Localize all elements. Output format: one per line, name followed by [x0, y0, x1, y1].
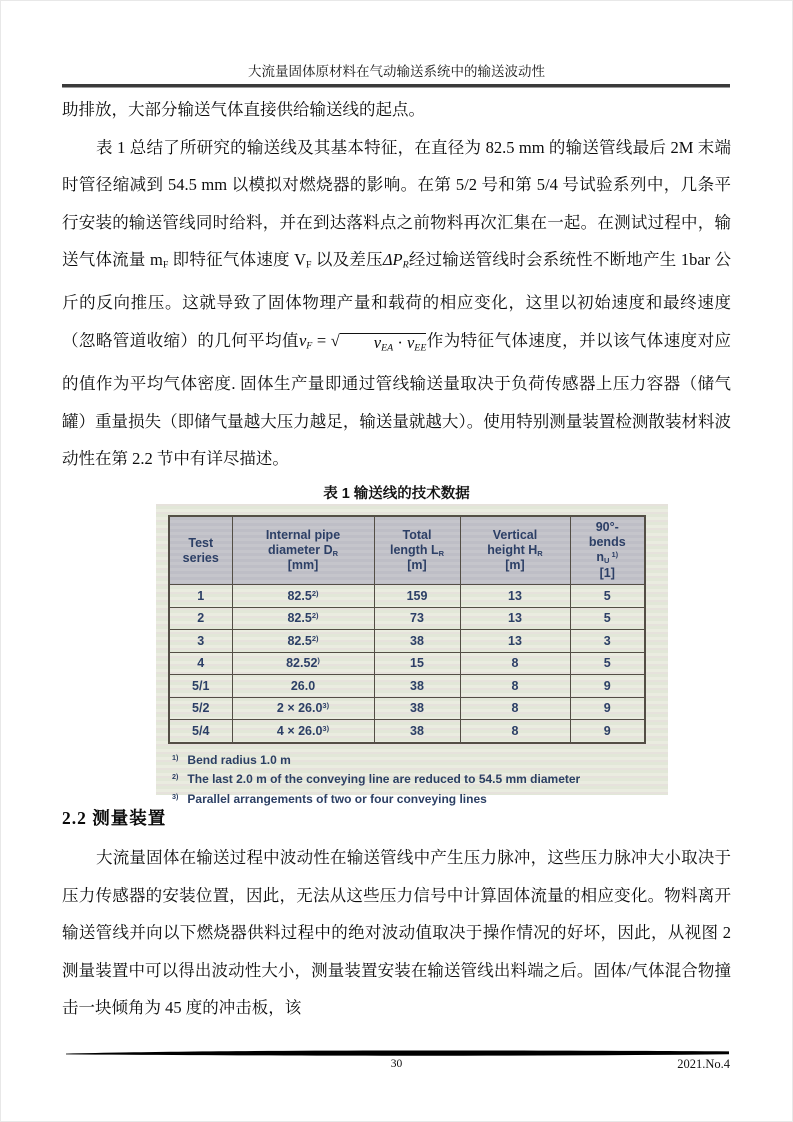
- table-cell: 4: [169, 652, 232, 675]
- table-cell: 8: [460, 675, 570, 698]
- table-row: [169, 697, 645, 720]
- table-cell: 82.52): [232, 652, 374, 675]
- table-footnote: $^{2)}$ The last 2.0 m of the conveying line are reduced to 54.5 mm diameter: [172, 772, 581, 787]
- table-row: [169, 720, 645, 743]
- section-heading: 2.2 测量装置: [62, 808, 167, 828]
- running-head-title: 大流量固体原材料在气动输送系统中的输送波动性: [248, 64, 545, 79]
- table-cell: 38: [374, 675, 460, 698]
- table-row: [169, 675, 645, 698]
- table-cell: 82.5$^{2)}$: [232, 607, 374, 630]
- table-cell: 3: [169, 630, 232, 653]
- table-cell: 159: [374, 585, 460, 608]
- table-cell: 5/1: [169, 675, 232, 698]
- table-cell: 9: [570, 697, 645, 720]
- paragraph: 大流量固体在输送过程中波动性在输送管线中产生压力脉冲，这些压力脉冲大小取决于压力传感器的安装位置，因此，无法从这些压力信号中计算固体流量的相应变化。物料离开输送管线并向以下燃烧器供料过程中的绝对波动值取决于操作情况的好坏，因此，从视图 2 测量装置中可以得出波动性大小，测量装置安装在输送管线出料端之后。固体/气体混合物撞击一块倾角为 45 度的冲击板，该: [62, 848, 731, 1018]
- table-cell: 13: [460, 607, 570, 630]
- table-header-cell: Internal pipe diameter DR [mm]: [232, 516, 374, 585]
- table-header-cell: 90°- bends nU $^{1)}$ [1]: [570, 516, 645, 585]
- table-cell: 8: [460, 720, 570, 743]
- table-cell: 8: [460, 652, 570, 675]
- table-cell: 26.0: [232, 675, 374, 698]
- table-cell: 82.5$^{2)}$: [232, 585, 374, 608]
- table-cell: 38: [374, 697, 460, 720]
- table-cell: 5: [570, 585, 645, 608]
- table-cell: 9: [570, 675, 645, 698]
- table-cell: 8: [460, 697, 570, 720]
- table-header-cell: Test series: [169, 516, 232, 585]
- table-row: [169, 630, 645, 653]
- table-cell: 73: [374, 607, 460, 630]
- paragraph: 表 1 总结了所研究的输送线及其基本特征，在直径为 82.5 mm 的输送管线最后 2M 末端时管径缩减到 54.5 mm 以模拟对燃烧器的影响。在第 5/2 号和第 5/4 号试验系列中，几条平行安装的输送管线同时给料，并在到达落料点之前物料再次汇集在一起。在测试过程中，输送气体流量 mF 即特征气体速度 VF 以及差压ΔPR经过输送管线时会系统性不断地产生 1bar 公斤的反向推压。这就导致了固体物理产量和载荷的相应变化，这里以初始速度和最终速度（忽略管道收缩）的几何平均值vF = √ vEA · vEE作为特征气体速度，并以该气体速度对应的值作为平均气体密度. 固体生产量即通过管线输送量取决于负荷传感器上压力容器（储气罐）重量损失（即储气量越大压力越足，输送量就越大）。使用特别测量装置检测散装材料波动性在第 2.2 节中有详尽描述。: [62, 137, 732, 469]
- table-footnote: $^{1)}$ Bend radius 1.0 m: [172, 752, 291, 767]
- page-number: 30: [390, 1058, 403, 1070]
- table-cell: 15: [374, 652, 460, 675]
- table-cell: 38: [374, 720, 460, 743]
- paragraph: 助排放，大部分输送气体直接供给输送线的起点。: [62, 100, 425, 119]
- table-cell: 38: [374, 630, 460, 653]
- footer-rule: [66, 1049, 729, 1058]
- table-header-row: [169, 516, 645, 585]
- body-paragraphs-top: [62, 91, 731, 478]
- body-paragraphs-bottom: [62, 839, 731, 1027]
- table-footnotes: [172, 749, 668, 809]
- table-header-cell: Total length LR [m]: [374, 516, 460, 585]
- conveying-lines-table: [168, 515, 646, 744]
- table-scan-image: [156, 504, 668, 807]
- table-cell: 3: [570, 630, 645, 653]
- table-header-cell: Vertical height HR [m]: [460, 516, 570, 585]
- table-cell: 13: [460, 585, 570, 608]
- table-footnote: $^{3)}$ Parallel arrangements of two or four conveying lines: [172, 792, 487, 807]
- table-cell: 13: [460, 630, 570, 653]
- table-cell: 82.5$^{2)}$: [232, 630, 374, 653]
- table-cell: 5: [570, 652, 645, 675]
- table-caption: 表 1 输送线的技术数据: [323, 486, 470, 502]
- journal-issue: 2021.No.4: [677, 1057, 730, 1071]
- table-row: [169, 585, 645, 608]
- table-row: [169, 652, 645, 675]
- table-cell: 5/4: [169, 720, 232, 743]
- table-cell: 9: [570, 720, 645, 743]
- table-cell: $2 \times 26.0^{3)}$: [232, 697, 374, 720]
- table-cell: 5: [570, 607, 645, 630]
- table-cell: $4 \times 26.0^{3)}$: [232, 720, 374, 743]
- table-row: [169, 607, 645, 630]
- table-cell: 1: [169, 585, 232, 608]
- table-cell: 5/2: [169, 697, 232, 720]
- table-cell: 2: [169, 607, 232, 630]
- header-rule: [62, 84, 730, 88]
